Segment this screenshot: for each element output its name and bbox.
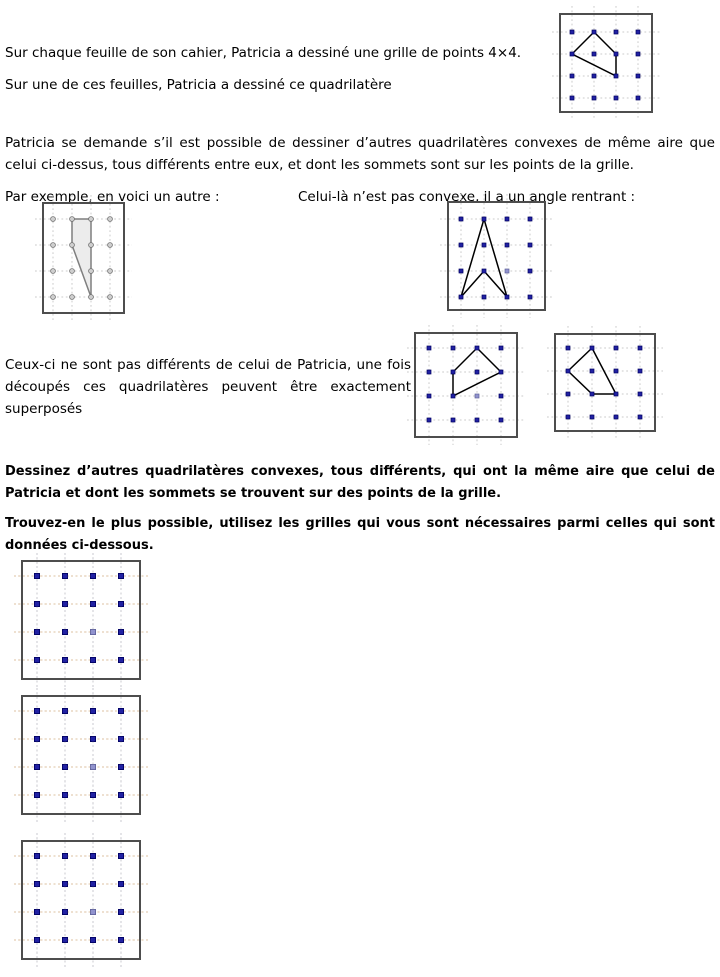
task-paragraph-2: Trouvez-en le plus possible, utilisez les grilles qui vous sont nécessaires parmi celles qui sont données ci-dessous. (5, 516, 715, 553)
answer-grid-figure (14, 688, 148, 822)
answer-grids-section (14, 553, 706, 977)
superpose-grid-1-figure (407, 325, 525, 445)
superpose-grid-2-figure (547, 326, 663, 439)
intro-line-2: Sur une de ces feuilles, Patricia a dessiné ce quadrilatère (5, 76, 392, 93)
example-caption-left: Par exemple, en voici un autre : (5, 188, 220, 205)
question-paragraph: Patricia se demande s’il est possible de dessiner d’autres quadrilatères convexes de même aire que celui ci-dessus, tous différents entre eux, et dont les sommets sont sur les points de la grille. (5, 134, 715, 173)
answer-grid-figure (14, 553, 148, 687)
shaded-example-grid-figure (35, 195, 132, 321)
superpose-paragraph: Ceux-ci ne sont pas différents de celui de Patricia, une fois découpés ces quadrilatères peuvent être exactement superposés (5, 356, 411, 417)
example-caption-right: Celui-là n’est pas convexe, il a un angle rentrant : (298, 188, 636, 205)
task-paragraph-1: Dessinez d’autres quadrilatères convexes, tous différents, qui ont la même aire que celui de Patricia et dont les sommets se trouvent sur des points de la grille. (5, 464, 715, 501)
nonconvex-example-grid-figure (440, 194, 553, 318)
answer-grid-figure (14, 833, 148, 967)
intro-line-1: Sur chaque feuille de son cahier, Patricia a dessiné une grille de points 4×4. (5, 44, 522, 61)
patricia-grid-figure (552, 6, 660, 120)
